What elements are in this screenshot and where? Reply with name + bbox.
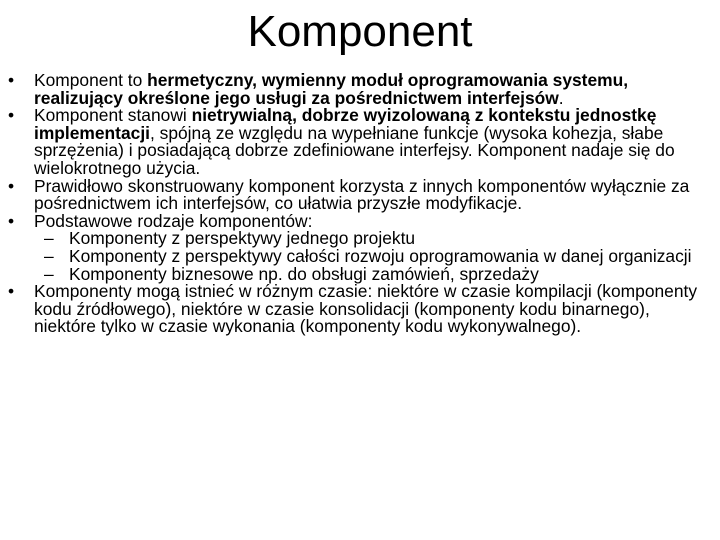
bullet-item-time [0,283,720,336]
bullet-text: Komponenty mogą istnieć w różnym czasie: niektóre w czasie kompilacji (komponenty kodu źródłowego), niektóre w czasie konsolidacji (komponenty kodu binarnego), niektóre tylko w czasie wykonania (komponenty kodu wykonywalnego). [34,281,698,337]
dash-icon: – [44,228,54,249]
bullet-text: Komponent stanowi [34,105,192,126]
bullet-text: Prawidłowo skonstruowany komponent korzysta z innych komponentów wyłącznie za pośrednictwem ich interfejsów, co ułatwia przyszłe modyfikacje. [34,175,690,214]
dash-icon: – [44,245,54,266]
bullet-icon: • [8,210,15,231]
bullet-list [0,72,720,336]
bullet-item-definition [0,72,720,107]
bullet-text: . [558,87,564,108]
bullet-text: Podstawowe rodzaje komponentów: [34,210,313,231]
bullet-icon: • [8,175,15,196]
bullet-text-bold: hermetyczny, wymienny moduł oprogramowania systemu, realizujący określone jego usługi za pośrednictwem interfejsów [34,70,629,108]
bullet-icon: • [8,70,15,90]
bullet-text: , spójną ze względu na wypełniane funkcje (wysoka kohezja, słabe sprzężenia) i posiadającą dobrze zdefiniowane interfejsy. Komponent nadaje się do wielokrotnego użycia. [34,122,675,178]
dash-icon: – [44,263,54,284]
bullet-icon: • [8,281,15,302]
bullet-icon: • [8,105,15,126]
sub-item-text: Komponenty biznesowe np. do obsługi zamówień, sprzedaży [69,263,539,284]
sub-item-text: Komponenty z perspektywy jednego projektu [69,228,416,249]
bullet-text-bold: nietrywialną, dobrze wyizolowaną z kontekstu jednostkę implementacji [34,105,657,143]
bullet-item-unit [0,107,720,177]
bullet-text: Komponent to [34,70,148,90]
slide-title: Komponent [247,7,473,56]
sub-item-text: Komponenty z perspektywy całości rozwoju oprogramowania w danej organizacji [69,245,692,266]
bullet-item-interfaces [0,175,720,214]
